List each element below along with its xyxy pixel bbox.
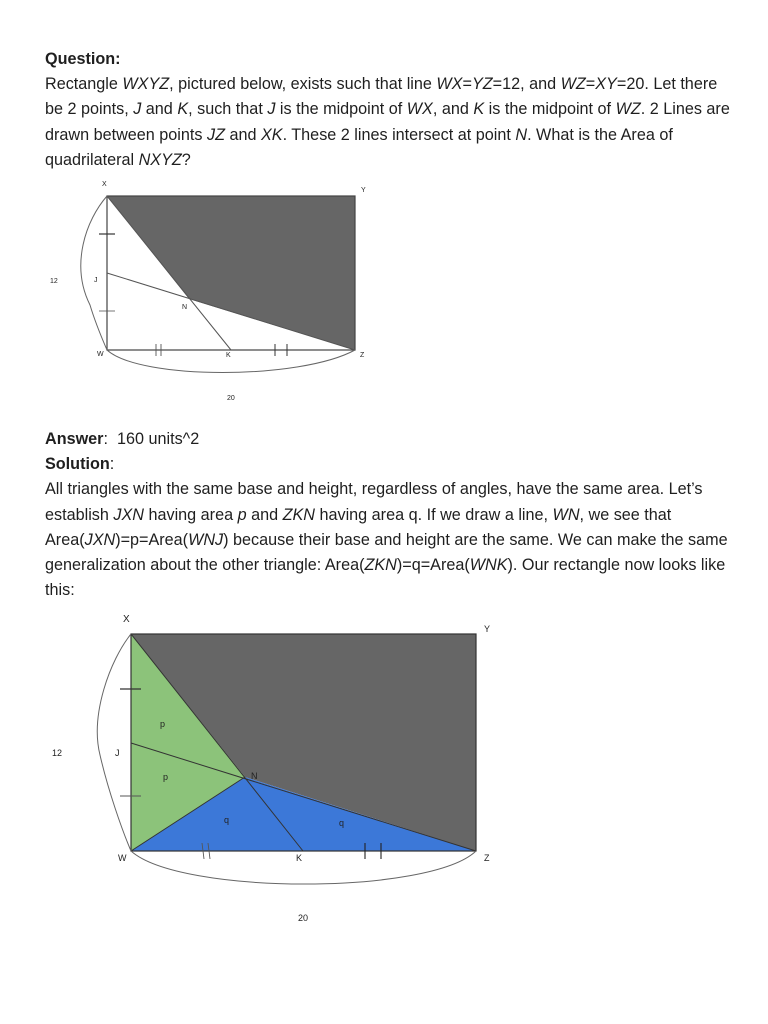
text-run: . What is the Area of quadrilateral <box>45 125 673 169</box>
italic-term: WX <box>406 100 433 119</box>
fig2-brace-side <box>97 634 131 851</box>
italic-term: XK <box>260 125 283 144</box>
fig2-label-p-upper: p <box>160 719 166 729</box>
text-run: and <box>141 100 178 119</box>
text-run: ) because their base and height are the same. We can make the same generalization about the other triangle: Area( <box>45 530 728 575</box>
text-run: = <box>462 75 472 94</box>
answer-value: 160 units^2 <box>116 430 200 448</box>
italic-term: WNJ <box>188 530 224 549</box>
fig1-brace-base <box>107 350 355 373</box>
fig1-label-x: X <box>102 181 107 188</box>
italic-term: N <box>515 125 528 144</box>
solution-line <box>45 452 735 477</box>
question-text <box>45 72 735 173</box>
text-run: having area q. If we draw a line, <box>314 505 553 524</box>
italic-term: J <box>267 100 276 119</box>
italic-term: WN <box>552 505 580 524</box>
italic-term: WZ <box>615 100 641 119</box>
text-run: = <box>585 75 596 94</box>
italic-term: ZKN <box>282 505 315 524</box>
solution-label: Solution <box>45 455 110 474</box>
fig2-label-q-right: q <box>339 818 345 828</box>
fig2-brace-base <box>131 851 476 884</box>
italic-term: JXN <box>84 530 116 549</box>
text-run: is the midpoint of <box>484 100 616 119</box>
italic-term: K <box>473 100 485 119</box>
text-run: )=q=Area( <box>396 556 470 575</box>
fig1-label-side: 12 <box>50 278 58 285</box>
fig1-brace-side <box>81 196 107 350</box>
fig2-label-z: Z <box>484 853 490 863</box>
italic-term: XY <box>595 75 617 94</box>
question-label: Question: <box>45 50 121 68</box>
italic-term: YZ <box>471 75 493 94</box>
italic-term: WZ <box>560 75 586 94</box>
answer-label: Answer <box>45 430 104 448</box>
answer-line <box>45 427 735 452</box>
fig2-label-n: N <box>251 771 258 781</box>
answer-solution-block <box>45 427 735 603</box>
fig2-label-x: X <box>123 614 130 625</box>
fig2-label-base: 20 <box>298 913 309 923</box>
text-run: . 2 Lines are drawn between points <box>45 100 730 144</box>
text-run: , pictured below, exists such that line <box>169 75 437 94</box>
italic-term: WNK <box>469 556 508 575</box>
figure-2-diagram <box>0 605 768 935</box>
text-run: ). Our rectangle now looks like this: <box>45 556 726 600</box>
text-run: is the midpoint of <box>275 100 407 119</box>
fig2-label-w: W <box>118 853 127 863</box>
text-run: =12, and <box>492 75 561 94</box>
figure-1-diagram <box>0 175 768 410</box>
fig1-label-j: J <box>94 277 98 284</box>
italic-term: ZKN <box>364 556 397 575</box>
answer-sep: : <box>103 430 108 448</box>
fig1-region-nxyz <box>107 196 355 350</box>
text-run: having area <box>143 505 238 524</box>
fig1-label-z: Z <box>360 352 365 359</box>
text-run: and <box>246 505 283 524</box>
solution-text <box>45 477 735 603</box>
text-run: , and <box>432 100 474 119</box>
text-run: )=p=Area( <box>115 530 189 549</box>
fig1-label-w: W <box>97 351 104 358</box>
italic-term: WXYZ <box>122 75 170 94</box>
italic-term: K <box>177 100 189 119</box>
solution-sep: : <box>109 455 115 474</box>
italic-term: NXYZ <box>138 150 182 169</box>
fig2-label-k: K <box>296 853 303 863</box>
text-run: ? <box>181 150 191 169</box>
text-run: Rectangle <box>45 75 123 94</box>
fig2-label-j: J <box>115 748 120 758</box>
fig2-label-side: 12 <box>52 748 63 758</box>
italic-term: JZ <box>206 125 225 144</box>
fig2-label-p-lower: p <box>163 772 169 782</box>
fig2-label-y: Y <box>484 624 491 634</box>
fig1-label-n: N <box>182 304 188 311</box>
text-run: and <box>224 125 261 144</box>
text-run: , we see that Area( <box>45 505 672 549</box>
italic-term: WX <box>436 75 463 94</box>
italic-term: p <box>237 505 247 524</box>
italic-term: JXN <box>113 505 144 524</box>
text-run: . These 2 lines intersect at point <box>282 125 516 144</box>
fig1-label-base: 20 <box>227 395 235 402</box>
fig1-label-y: Y <box>361 187 366 194</box>
text-run: , such that <box>188 100 268 119</box>
text-run: =20. Let there be 2 points, <box>45 75 718 119</box>
fig1-label-k: K <box>226 352 231 359</box>
text-run: All triangles with the same base and height, regardless of angles, have the same area. Let’s establish <box>45 480 703 524</box>
italic-term: J <box>133 100 142 119</box>
question-block <box>45 47 735 173</box>
fig2-label-q-left: q <box>224 815 230 825</box>
